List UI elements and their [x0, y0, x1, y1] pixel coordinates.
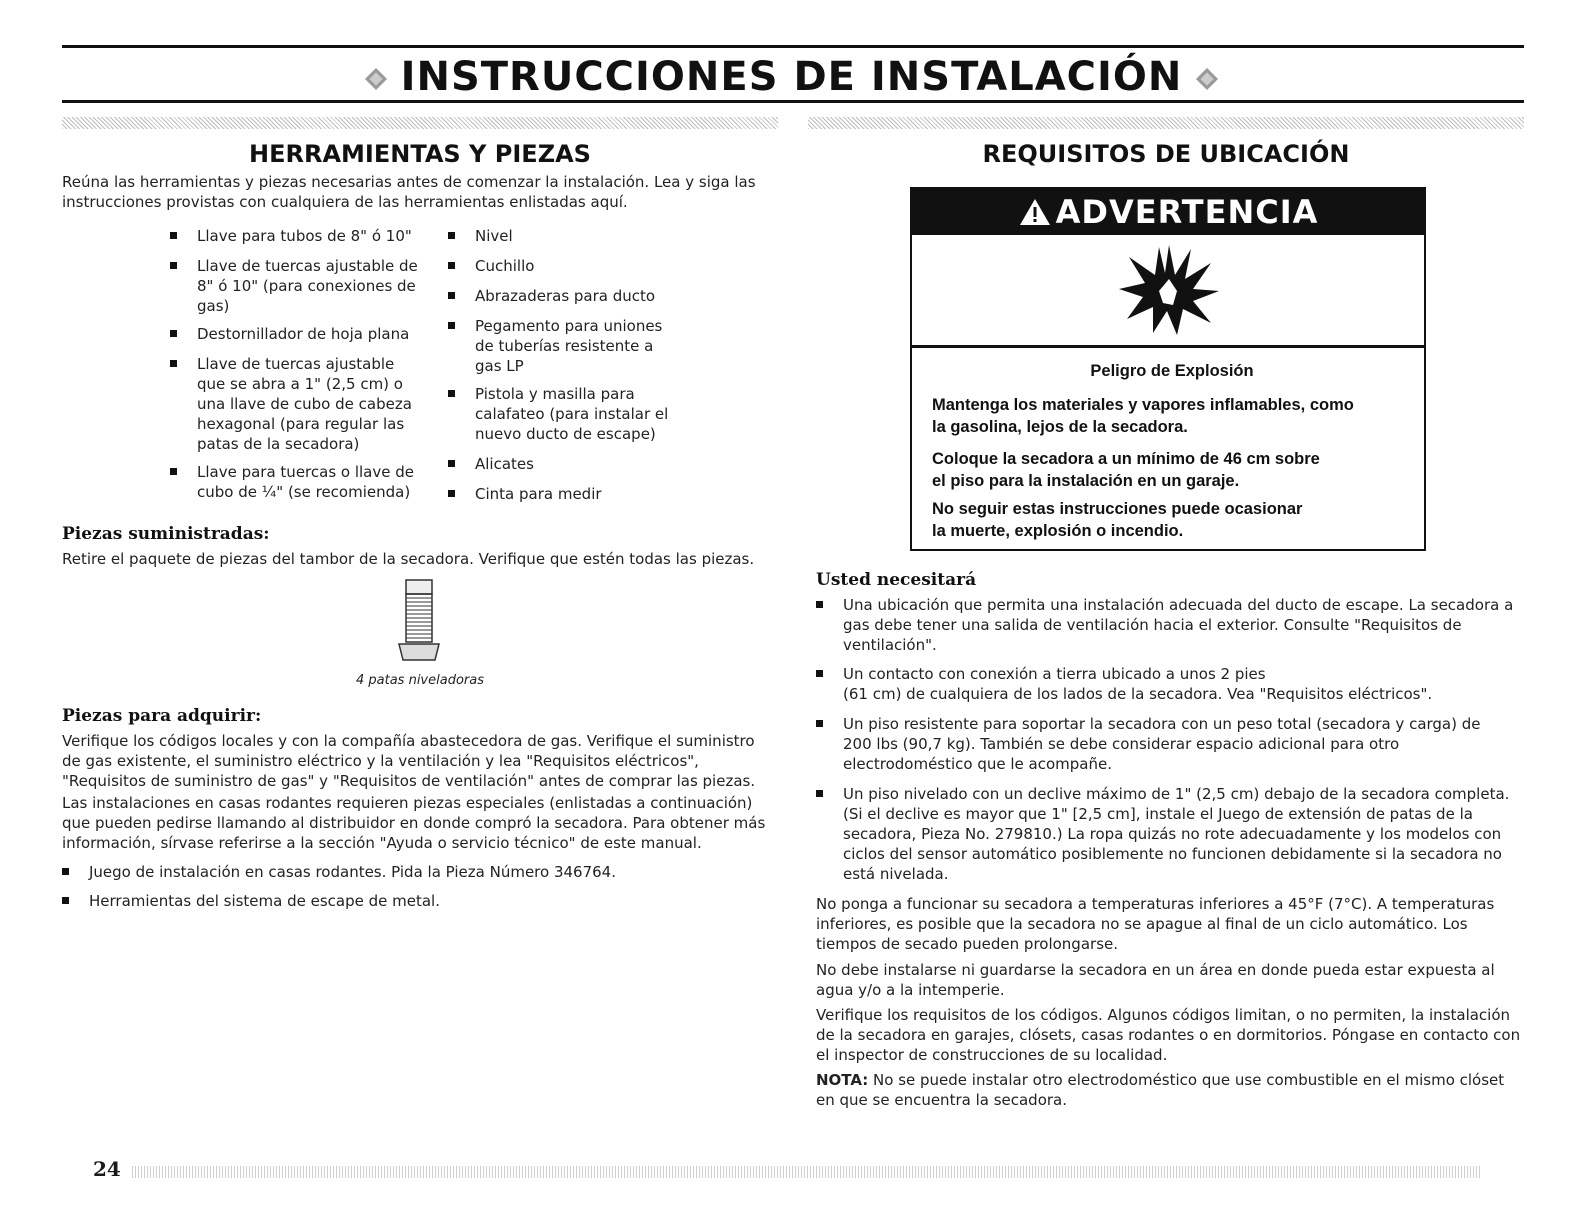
top-rule: [62, 45, 1524, 48]
bullet-square-icon: [448, 292, 455, 299]
acquire-heading: Piezas para adquirir:: [62, 706, 262, 726]
warning-line: Mantenga los materiales y vapores inflamables, como: [932, 396, 1354, 414]
note-line: No se puede instalar otro electrodoméstico que use combustible en el mismo clóset: [873, 1071, 1505, 1089]
list-item-line: (Si el declive es mayor que 1" [2,5 cm], instale el Juego de extensión de patas de la: [843, 805, 1473, 823]
list-item-text: [89, 862, 616, 882]
list-item-text: [843, 714, 1481, 774]
list-item-text: [89, 891, 440, 911]
list-item-text: [843, 784, 1509, 884]
need-heading: Usted necesitará: [816, 570, 977, 590]
figure-caption: 4 patas niveladoras: [355, 673, 484, 688]
paragraph-line: "Requisitos de suministro de gas" y "Requisitos de ventilación" antes de comprar las piezas.: [62, 772, 756, 790]
list-item-text: [197, 226, 412, 246]
page-title-row: [0, 54, 1583, 100]
warning-box: [910, 187, 1426, 551]
bullet-square-icon: [448, 390, 455, 397]
leveling-leg-image: [395, 578, 443, 664]
list-item-line: gas debe tener una salida de ventilación hacia el exterior. Consulte "Requisitos de: [843, 616, 1462, 634]
bullet-square-icon: [448, 460, 455, 467]
intro-line: Reúna las herramientas y piezas necesarias antes de comenzar la instalación. Lea y siga las: [62, 173, 756, 191]
note-paragraph: [816, 1070, 1526, 1110]
warning-line: la gasolina, lejos de la secadora.: [932, 418, 1188, 436]
acquire-paragraph-1: [62, 731, 782, 791]
outdoor-paragraph: [816, 960, 1526, 1000]
right-hatch-bar: [808, 117, 1524, 129]
list-item-line: Llave de tuercas ajustable de: [197, 257, 418, 275]
list-item-line: que se abra a 1" (2,5 cm) o: [197, 375, 403, 393]
list-item-line: gas LP: [475, 357, 524, 375]
location-heading: REQUISITOS DE UBICACIÓN: [982, 140, 1350, 168]
supplied-text: Retire el paquete de piezas del tambor de la secadora. Verifique que estén todas las piezas.: [62, 550, 755, 568]
list-item-text: [197, 324, 409, 344]
list-item-text: [475, 316, 662, 376]
paragraph-line: No ponga a funcionar su secadora a temperaturas inferiores a 45°F (7°C). A temperaturas: [816, 895, 1495, 913]
warning-header: [912, 189, 1424, 235]
list-item-line: Una ubicación que permita una instalación adecuada del ducto de escape. La secadora a: [843, 596, 1514, 614]
codes-paragraph: [816, 1005, 1526, 1065]
warning-line: el piso para la instalación en un garaje.: [932, 472, 1240, 490]
list-item-line: Un piso nivelado con un declive máximo de 1" (2,5 cm) debajo de la secadora completa.: [843, 785, 1510, 803]
warning-triangle-icon: [1018, 197, 1052, 227]
list-item-text: [197, 462, 414, 502]
list-item-line: una llave de cubo de cabeza: [197, 395, 412, 413]
list-item-line: electrodoméstico que le acompañe.: [843, 755, 1112, 773]
bullet-square-icon: [170, 468, 177, 475]
warning-line: No seguir estas instrucciones puede ocasionar: [932, 500, 1303, 518]
warning-paragraph-3: [932, 498, 1412, 542]
paragraph-line: Verifique los requisitos de los códigos. Algunos códigos limitan, o no permiten, la instalación: [816, 1006, 1511, 1024]
bullet-square-icon: [170, 262, 177, 269]
list-item-text: [197, 256, 418, 316]
list-item-line: Alicates: [475, 455, 534, 473]
list-item-line: Cinta para medir: [475, 485, 602, 503]
list-item-line: Nivel: [475, 227, 513, 245]
supplied-heading: Piezas suministradas:: [62, 524, 270, 544]
paragraph-line: que pueden pedirse llamando al distribuidor en donde compró la secadora. Para obtener más: [62, 814, 766, 832]
list-item-line: calafateo (para instalar el: [475, 405, 669, 423]
title-bottom-rule: [62, 100, 1524, 103]
page-title: INSTRUCCIONES DE INSTALACIÓN: [400, 54, 1183, 100]
warning-line: la muerte, explosión o incendio.: [932, 522, 1184, 540]
paragraph-line: inferiores, es posible que la secadora no se apague al final de un ciclo automático. Los: [816, 915, 1468, 933]
bullet-square-icon: [170, 360, 177, 367]
list-item-line: Destornillador de hoja plana: [197, 325, 410, 343]
temperature-paragraph: [816, 894, 1526, 954]
list-item-text: [475, 384, 668, 444]
paragraph-line: de la secadora en garajes, clósets, casas rodantes o en dormitorios. Póngase en contacto con: [816, 1026, 1521, 1044]
bullet-square-icon: [62, 897, 69, 904]
warning-paragraph-2: [932, 448, 1412, 492]
paragraph-line: información, sírvase referirse a la sección "Ayuda o servicio técnico" de este manual.: [62, 834, 702, 852]
list-item-line: Cuchillo: [475, 257, 535, 275]
list-item-line: secadora, Pieza No. 279810.) La ropa quizás no rote adecuadamente y los modelos con: [843, 825, 1502, 843]
intro-line: instrucciones provistas con cualquiera de las herramientas enlistadas aquí.: [62, 193, 628, 211]
list-item-text: [475, 286, 655, 306]
list-item-text: [475, 226, 513, 246]
list-item-line: 8" ó 10" (para conexiones de: [197, 277, 416, 295]
bullet-square-icon: [62, 868, 69, 875]
list-item-line: Llave para tubos de 8" ó 10": [197, 227, 412, 245]
left-hatch-bar: [62, 117, 778, 129]
bullet-square-icon: [448, 322, 455, 329]
list-item-line: Llave para tuercas o llave de: [197, 463, 415, 481]
explosion-icon: [1119, 245, 1219, 335]
bullet-square-icon: [816, 601, 823, 608]
list-item-line: Pegamento para uniones: [475, 317, 663, 335]
bullet-square-icon: [170, 232, 177, 239]
paragraph-line: el inspector de construcciones de su localidad.: [816, 1046, 1168, 1064]
warning-text-panel: [912, 345, 1424, 552]
paragraph-line: agua y/o a la intemperie.: [816, 981, 1005, 999]
list-item-line: gas): [197, 297, 230, 315]
bullet-square-icon: [816, 670, 823, 677]
warning-line: Coloque la secadora a un mínimo de 46 cm sobre: [932, 450, 1320, 468]
footer-hatch-bar: [132, 1166, 1482, 1178]
warning-label: ADVERTENCIA: [1055, 193, 1319, 231]
page-number: 24: [93, 1157, 121, 1181]
list-item-line: 200 lbs (90,7 kg). También se debe considerar espacio adicional para otro: [843, 735, 1400, 753]
paragraph-line: tiempos de secado pueden prolongarse.: [816, 935, 1118, 953]
bullet-square-icon: [448, 490, 455, 497]
bullet-square-icon: [448, 232, 455, 239]
note-label: NOTA:: [816, 1071, 869, 1089]
list-item-line: Herramientas del sistema de escape de metal.: [89, 892, 440, 910]
bullet-square-icon: [448, 262, 455, 269]
list-item-text: [843, 595, 1513, 655]
list-item-line: está nivelada.: [843, 865, 949, 883]
list-item-line: patas de la secadora): [197, 435, 360, 453]
diamond-icon: [1196, 68, 1218, 90]
list-item-line: Un contacto con conexión a tierra ubicado a unos 2 pies: [843, 665, 1266, 683]
acquire-paragraph-2: [62, 793, 782, 853]
list-item-line: hexagonal (para regular las: [197, 415, 405, 433]
paragraph-line: Verifique los códigos locales y con la compañía abastecedora de gas. Verifique el suministro: [62, 732, 755, 750]
bullet-square-icon: [816, 720, 823, 727]
list-item-text: [197, 354, 412, 454]
list-item-text: [843, 664, 1432, 704]
list-item-line: de tuberías resistente a: [475, 337, 654, 355]
note-line: en que se encuentra la secadora.: [816, 1091, 1068, 1109]
list-item-line: Pistola y masilla para: [475, 385, 635, 403]
list-item-line: Abrazaderas para ducto: [475, 287, 656, 305]
list-item-line: Juego de instalación en casas rodantes. Pida la Pieza Número 346764.: [89, 863, 616, 881]
list-item-line: ventilación".: [843, 636, 937, 654]
paragraph-line: No debe instalarse ni guardarse la secadora en un área en donde pueda estar expuesta al: [816, 961, 1495, 979]
list-item-line: ciclos del sensor automático posiblemente no funcionen debidamente si la secadora no: [843, 845, 1502, 863]
list-item-line: Un piso resistente para soportar la secadora con un peso total (secadora y carga) de: [843, 715, 1481, 733]
list-item-line: cubo de ¼" (se recomienda): [197, 483, 411, 501]
paragraph-line: de gas existente, el suministro eléctrico y la ventilación y lea "Requisitos eléctricos",: [62, 752, 699, 770]
bullet-square-icon: [816, 790, 823, 797]
tools-intro: [62, 172, 782, 212]
hazard-title: Peligro de Explosión: [1090, 362, 1254, 380]
list-item-text: [475, 256, 534, 276]
list-item-text: [475, 454, 534, 474]
list-item-line: nuevo ducto de escape): [475, 425, 656, 443]
list-item-line: Llave de tuercas ajustable: [197, 355, 395, 373]
list-item-text: [475, 484, 602, 504]
tools-heading: HERRAMIENTAS Y PIEZAS: [249, 140, 591, 168]
paragraph-line: Las instalaciones en casas rodantes requieren piezas especiales (enlistadas a continuación): [62, 794, 753, 812]
diamond-icon: [365, 68, 387, 90]
warning-paragraph-1: [932, 394, 1412, 438]
bullet-square-icon: [170, 330, 177, 337]
list-item-line: (61 cm) de cualquiera de los lados de la secadora. Vea "Requisitos eléctricos".: [843, 685, 1433, 703]
